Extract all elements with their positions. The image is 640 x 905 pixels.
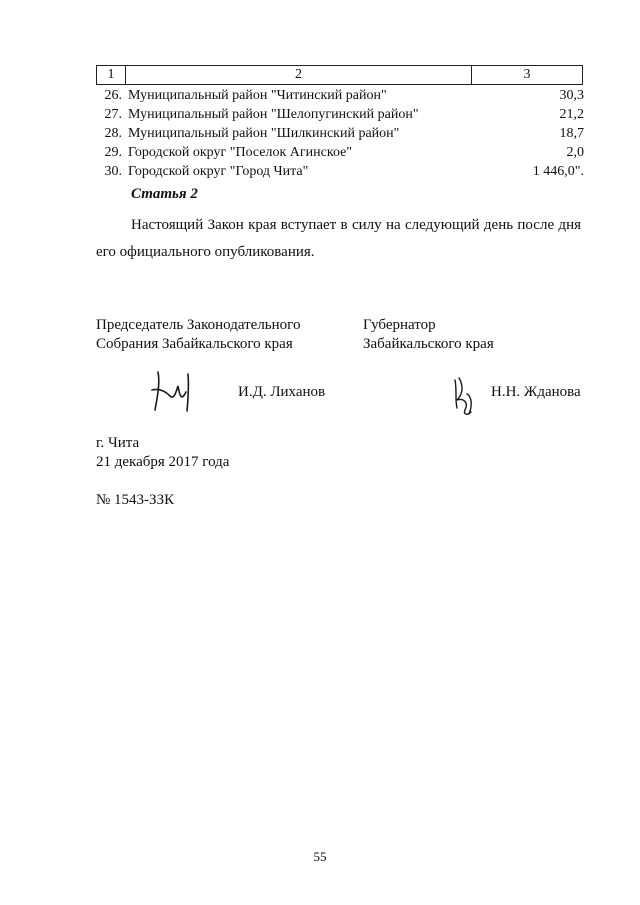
signatory-left-line1: Председатель Законодательного — [96, 317, 301, 333]
place-date — [96, 434, 229, 472]
table-row — [96, 86, 584, 105]
signatory-right-name: Н.Н. Жданова — [491, 384, 581, 400]
row-value: 1 446,0". — [532, 163, 584, 179]
signatory-left-line2: Собрания Забайкальского края — [96, 336, 293, 352]
row-value: 2,0 — [566, 144, 584, 160]
row-value: 18,7 — [559, 125, 584, 141]
row-name: Муниципальный район "Шилкинский район" — [128, 125, 400, 141]
city: г. Чита — [96, 435, 140, 451]
table-header-row — [96, 65, 583, 85]
signatory-left-title — [96, 316, 300, 354]
table-row — [96, 162, 584, 181]
table-body — [96, 86, 584, 181]
signature-right-icon — [449, 374, 479, 418]
article-text: Настоящий Закон края вступает в силу на следующий день после дня его официального опубликования. — [96, 217, 581, 260]
row-name: Городской округ "Поселок Агинское" — [128, 144, 353, 160]
row-number: 29. — [104, 144, 122, 160]
table-row — [96, 124, 584, 143]
row-value: 30,3 — [559, 87, 584, 103]
table-row — [96, 143, 584, 162]
row-name: Муниципальный район "Шелопугинский район" — [128, 106, 419, 122]
table-row — [96, 105, 584, 124]
row-name: Муниципальный район "Читинский район" — [128, 87, 387, 103]
page-number: 55 — [313, 849, 327, 864]
article-title: Статья 2 — [131, 186, 198, 202]
table-header-col-3: 3 — [523, 67, 531, 82]
date: 21 декабря 2017 года — [96, 454, 230, 470]
document-number: № 1543-ЗЗК — [96, 492, 175, 508]
signatory-right-line1: Губернатор — [363, 317, 436, 333]
table-header-col-2: 2 — [126, 66, 472, 84]
row-value: 21,2 — [559, 106, 584, 122]
row-number: 28. — [104, 125, 122, 141]
signature-left-icon — [150, 370, 196, 414]
signatory-right-line2: Забайкальского края — [363, 336, 494, 352]
row-name: Городской округ "Город Чита" — [128, 163, 309, 179]
row-number: 26. — [104, 87, 122, 103]
row-number: 27. — [104, 106, 122, 122]
signatory-left-name: И.Д. Лиханов — [238, 384, 326, 400]
table-header-col-1: 1 — [97, 66, 126, 84]
row-number: 30. — [104, 163, 122, 179]
signatory-right-title — [363, 316, 494, 354]
